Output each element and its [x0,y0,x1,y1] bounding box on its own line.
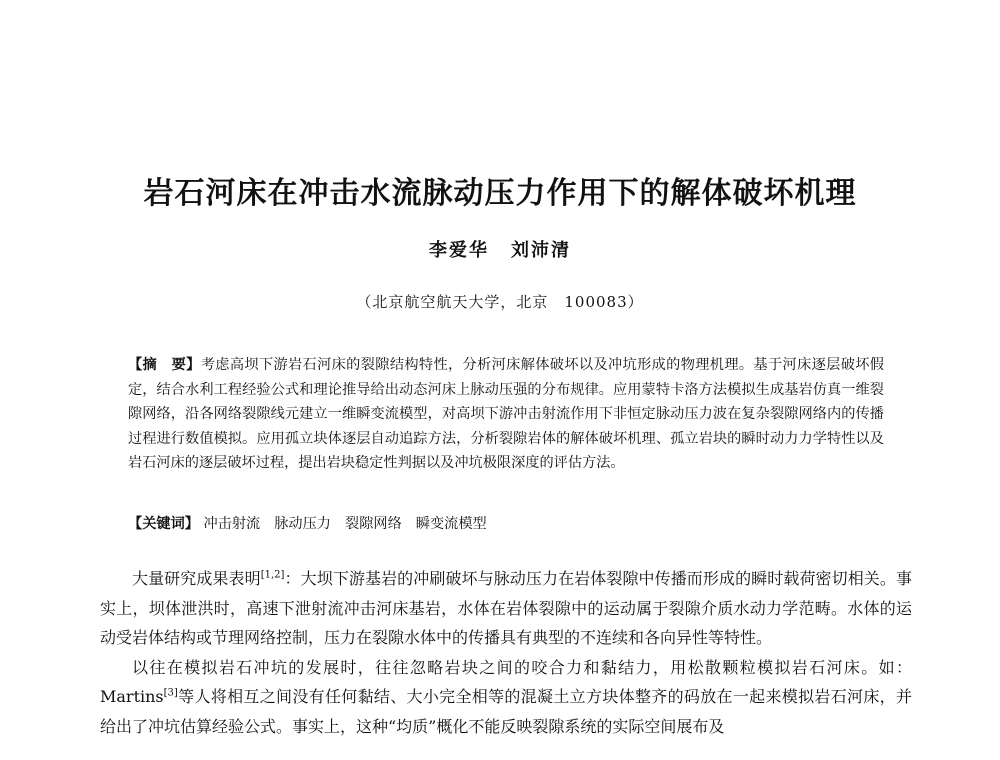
author-name: 刘沛清 [511,240,571,261]
citation: [1,2] [260,569,285,581]
paragraph-text: 等人将相互之间没有任何黏结、大小完全相等的混凝土立方块体整齐的码放在一起来模拟岩石河床，并给出了冲坑估算经验公式。事实上，这种“均质”概化不能反映裂隙系统的实际空间展布及 [100,687,912,736]
paper-title: 岩石河床在冲击水流脉动压力作用下的解体破坏机理 [143,176,857,211]
keyword: 瞬变流模型 [415,516,487,532]
paragraph-text: 以往在模拟岩石冲坑的发展时，往往忽略岩块之间的咬合力和黏结力，用松散颗粒模拟岩石河床。如：Martins [100,657,912,706]
abstract-label: 【摘 要】 [128,357,201,373]
author-affiliation: （北京航空航天大学，北京 100083） [356,293,644,311]
author-name: 李爱华 [429,240,489,261]
abstract [128,353,884,476]
author-list [0,236,1000,262]
paragraph-text: ：大坝下游基岩的冲刷破坏与脉动压力在岩体裂隙中传播而形成的瞬时载荷密切相关。事实上，坝体泄洪时，高速下泄射流冲击河床基岩，水体在岩体裂隙中的运动属于裂隙介质水动力学范畴。水体的运动受岩体结构或节理网络控制，压力在裂隙水体中的传播具有典型的不连续和各向异性等特性。 [100,569,912,647]
keyword: 脉动压力 [274,516,331,532]
body-text [100,564,912,741]
keywords-label: 【关键词】 [128,516,199,532]
keywords [128,512,884,536]
keyword: 冲击射流 [203,516,261,532]
paragraph-text: 大量研究成果表明 [132,569,261,588]
abstract-text: 考虑高坝下游岩石河床的裂隙结构特性，分析河床解体破坏以及冲坑形成的物理机理。基于河床逐层破坏假定，结合水利工程经验公式和理论推导给出动态河床上脉动压强的分布规律。应用蒙特卡洛方法模拟生成基岩仿真一维裂隙网络，沿各网络裂隙线元建立一维瞬变流模型，对高坝下游冲击射流作用下非恒定脉动压力波在复杂裂隙网络内的传播过程进行数值模拟。应用孤立块体逐层自动追踪方法，分析裂隙岩体的解体破坏机理、孤立岩块的瞬时动力力学特性以及岩石河床的逐层破坏过程，提出岩块稳定性判据以及冲坑极限深度的评估方法。 [128,357,884,471]
keyword: 裂隙网络 [345,516,402,532]
paragraph [100,653,912,742]
citation: [3] [163,687,178,699]
paragraph [100,564,912,653]
